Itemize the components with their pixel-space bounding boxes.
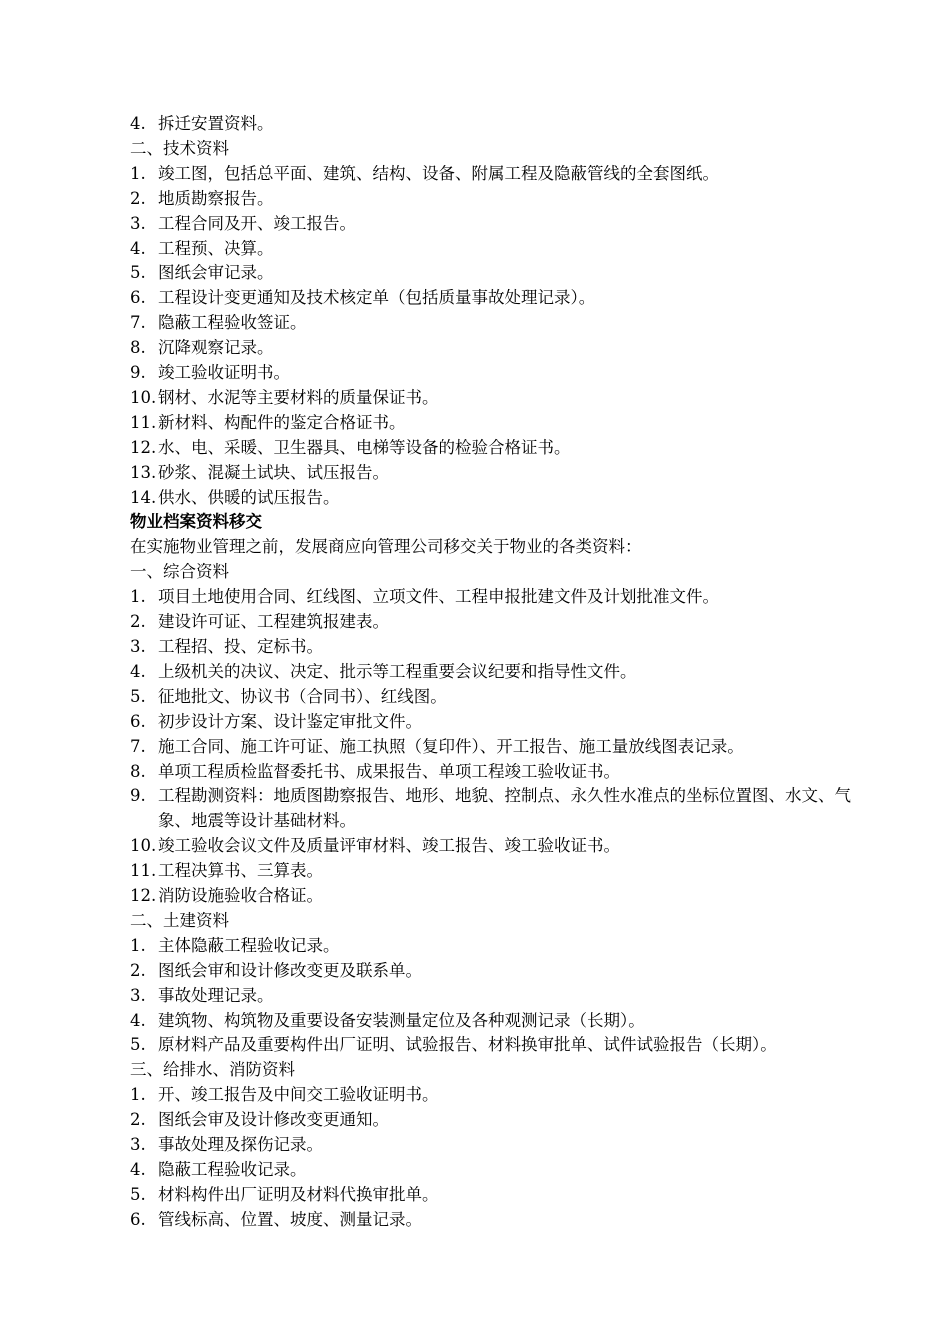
list-text: 水、电、采暖、卫生器具、电梯等设备的检验合格证书。	[158, 437, 571, 457]
list-number: 6.	[130, 1209, 146, 1229]
list-item	[130, 735, 860, 760]
list-number: 2.	[130, 960, 146, 980]
list-item	[130, 959, 860, 984]
list-item	[130, 1158, 860, 1183]
list-text: 主体隐蔽工程验收记录。	[158, 935, 340, 955]
list-text: 上级机关的决议、决定、批示等工程重要会议纪要和指导性文件。	[158, 661, 637, 681]
water-list	[130, 1083, 860, 1232]
list-text: 拆迁安置资料。	[158, 114, 274, 133]
section-heading-general: 一、综合资料	[130, 562, 229, 582]
list-number: 12.	[130, 437, 157, 457]
list-number: 2.	[130, 188, 146, 208]
list-item	[130, 934, 860, 959]
list-number: 5.	[130, 1035, 146, 1055]
list-number: 9.	[130, 786, 146, 806]
list-number: 1.	[130, 1085, 146, 1105]
list-item	[130, 884, 860, 909]
list-item	[130, 1033, 860, 1058]
list-item	[130, 1183, 860, 1208]
list-text: 砂浆、混凝土试块、试压报告。	[158, 462, 389, 482]
list-number: 11.	[130, 861, 157, 881]
list-number: 1.	[130, 587, 146, 607]
list-number: 5.	[130, 1184, 146, 1204]
list-text: 竣工图，包括总平面、建筑、结构、设备、附属工程及隐蔽管线的全套图纸。	[158, 163, 719, 183]
list-item	[130, 685, 860, 710]
general-list	[130, 585, 860, 909]
list-item	[130, 660, 860, 685]
list-text: 隐蔽工程验收签证。	[158, 313, 307, 333]
list-number: 8.	[130, 338, 146, 358]
list-text: 新材料、构配件的鉴定合格证书。	[158, 412, 406, 432]
civil-list	[130, 934, 860, 1059]
list-number: 3.	[130, 985, 146, 1005]
list-text: 开、竣工报告及中间交工验收证明书。	[158, 1085, 439, 1105]
list-number: 4.	[130, 661, 146, 681]
list-number: 2.	[130, 1110, 146, 1130]
list-number: 1.	[130, 163, 146, 183]
transfer-title: 物业档案资料移交	[130, 512, 262, 532]
transfer-intro: 在实施物业管理之前，发展商应向管理公司移交关于物业的各类资料：	[130, 537, 642, 557]
list-number: 3.	[130, 1135, 146, 1155]
section-heading-civil: 二、土建资料	[130, 910, 229, 930]
section-heading-water: 三、给排水、消防资料	[130, 1060, 295, 1080]
list-item	[130, 1009, 860, 1034]
list-item	[130, 237, 860, 262]
list-item	[130, 1108, 860, 1133]
list-item	[130, 984, 860, 1009]
list-number: 6.	[130, 288, 146, 308]
list-text: 原材料产品及重要构件出厂证明、试验报告、材料换审批单、试件试验报告（长期）。	[158, 1035, 777, 1055]
list-text: 事故处理记录。	[158, 985, 274, 1005]
list-number: 7.	[130, 736, 146, 756]
document-body	[130, 112, 860, 1233]
list-number: 4.	[130, 238, 146, 258]
list-number: 14.	[130, 487, 157, 507]
tech-list	[130, 162, 860, 511]
list-item	[130, 760, 860, 785]
list-item	[130, 859, 860, 884]
list-text: 施工合同、施工许可证、施工执照（复印件）、开工报告、施工量放线图表记录。	[158, 736, 744, 756]
list-number: 5.	[130, 686, 146, 706]
list-number: 6.	[130, 711, 146, 731]
list-text: 图纸会审记录。	[158, 263, 274, 283]
list-item	[130, 336, 860, 361]
list-number: 10.	[130, 387, 157, 407]
list-item	[130, 784, 860, 834]
list-text: 工程招、投、定标书。	[158, 636, 323, 656]
list-item	[130, 436, 860, 461]
list-number: 4.	[130, 1159, 146, 1179]
list-number: 3.	[130, 213, 146, 233]
list-item	[130, 1208, 860, 1233]
list-text: 钢材、水泥等主要材料的质量保证书。	[158, 387, 439, 407]
list-item	[130, 187, 860, 212]
list-item	[130, 710, 860, 735]
list-text: 工程设计变更通知及技术核定单（包括质量事故处理记录）。	[158, 288, 596, 308]
list-item	[130, 286, 860, 311]
list-item	[130, 162, 860, 187]
list-number: 9.	[130, 363, 146, 383]
list-item	[130, 361, 860, 386]
list-item	[130, 311, 860, 336]
list-item	[130, 1083, 860, 1108]
list-number: 4.	[130, 114, 146, 133]
list-item	[130, 461, 860, 486]
list-item	[130, 212, 860, 237]
list-text: 事故处理及探伤记录。	[158, 1135, 323, 1155]
list-text: 工程决算书、三算表。	[158, 861, 323, 881]
list-text: 单项工程质检监督委托书、成果报告、单项工程竣工验收证书。	[158, 761, 620, 781]
list-number: 7.	[130, 313, 146, 333]
list-number: 5.	[130, 263, 146, 283]
list-item	[130, 834, 860, 859]
list-item	[130, 411, 860, 436]
list-item	[130, 486, 860, 511]
list-text: 竣工验收证明书。	[158, 363, 290, 383]
list-item	[130, 112, 860, 137]
list-number: 3.	[130, 636, 146, 656]
list-item	[130, 261, 860, 286]
list-text: 管线标高、位置、坡度、测量记录。	[158, 1209, 422, 1229]
list-text: 沉降观察记录。	[158, 338, 274, 358]
list-text: 竣工验收会议文件及质量评审材料、竣工报告、竣工验收证书。	[158, 836, 620, 856]
list-text: 隐蔽工程验收记录。	[158, 1159, 307, 1179]
list-text: 征地批文、协议书（合同书）、红线图。	[158, 686, 447, 706]
list-text: 项目土地使用合同、红线图、立项文件、工程申报批建文件及计划批准文件。	[158, 587, 719, 607]
list-item	[130, 635, 860, 660]
list-text: 工程预、决算。	[158, 238, 274, 258]
list-number: 8.	[130, 761, 146, 781]
list-text: 材料构件出厂证明及材料代换审批单。	[158, 1184, 439, 1204]
list-text: 图纸会审及设计修改变更通知。	[158, 1110, 389, 1130]
list-text: 建设许可证、工程建筑报建表。	[158, 612, 389, 632]
list-number: 10.	[130, 836, 157, 856]
list-text: 图纸会审和设计修改变更及联系单。	[158, 960, 422, 980]
list-number: 13.	[130, 462, 157, 482]
list-text: 建筑物、构筑物及重要设备安装测量定位及各种观测记录（长期）。	[158, 1010, 645, 1030]
list-item	[130, 585, 860, 610]
list-text: 地质勘察报告。	[158, 188, 274, 208]
list-item	[130, 610, 860, 635]
list-number: 4.	[130, 1010, 146, 1030]
list-number: 1.	[130, 935, 146, 955]
list-text: 工程勘测资料：地质图勘察报告、地形、地貌、控制点、永久性水准点的坐标位置图、水文、气象、地震等设计基础材料。	[158, 786, 851, 831]
section-heading-tech: 二、技术资料	[130, 138, 229, 158]
list-text: 初步设计方案、设计鉴定审批文件。	[158, 711, 422, 731]
list-text: 消防设施验收合格证。	[158, 886, 323, 906]
list-text: 供水、供暖的试压报告。	[158, 487, 340, 507]
list-number: 2.	[130, 612, 146, 632]
list-item	[130, 1133, 860, 1158]
list-item	[130, 386, 860, 411]
list-text: 工程合同及开、竣工报告。	[158, 213, 356, 233]
list-number: 12.	[130, 886, 157, 906]
list-number: 11.	[130, 412, 157, 432]
